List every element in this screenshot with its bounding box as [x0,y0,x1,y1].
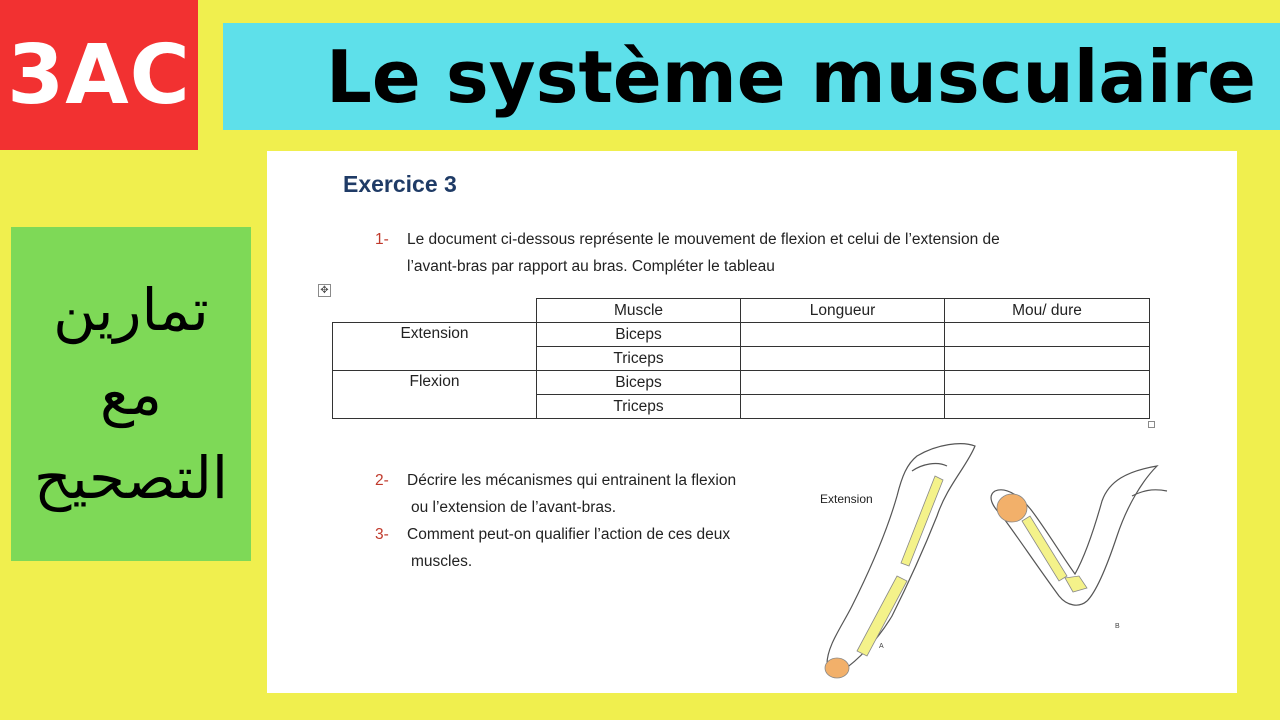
table-cell-empty[interactable] [945,323,1150,347]
arabic-line-3: التصحيح [34,444,228,512]
table-header-muscle: Muscle [537,299,741,323]
arabic-label-box [11,227,251,561]
muscle-table [332,298,1150,419]
exercise-document [267,151,1237,693]
table-header-row [333,299,1150,323]
table-cell-empty[interactable] [741,323,945,347]
panel-a-label: A [879,643,884,650]
table-cell-empty[interactable] [945,371,1150,395]
muscle-flexed [997,494,1027,522]
table-cell-muscle: Triceps [537,347,741,371]
table-row [333,323,1150,347]
table-resize-handle[interactable] [1148,421,1155,428]
table-header-blank [333,299,537,323]
question-3-line-2: muscles. [411,553,473,570]
arm-extended-drawing [827,444,975,674]
question-1-number: 1- [375,231,389,248]
table-cell-empty[interactable] [741,371,945,395]
grade-badge: 3AC [0,0,198,150]
table-header-longueur: Longueur [741,299,945,323]
arabic-line-1: تمارين [53,276,209,344]
arabic-line-2: مع [100,360,162,428]
question-3 [375,521,730,575]
arm-illustration [797,436,1177,686]
question-2-line-2: ou l’extension de l’avant-bras. [411,499,617,516]
panel-b-label: B [1115,623,1120,630]
forearm-bone-flexed [1065,576,1087,592]
row-label-flexion: Flexion [333,371,537,419]
page-title: Le système musculaire [326,34,1256,119]
table-cell-empty[interactable] [741,347,945,371]
table-cell-muscle: Triceps [537,395,741,419]
title-banner [223,23,1280,130]
table-cell-empty[interactable] [945,395,1150,419]
question-2-number: 2- [375,472,389,489]
exercise-title: Exercice 3 [343,171,457,197]
table-row [333,371,1150,395]
table-cell-empty[interactable] [741,395,945,419]
question-3-line-1: Comment peut-on qualifier l’action de ces deux [407,526,731,543]
question-2 [375,467,736,521]
table-cell-empty[interactable] [945,347,1150,371]
muscle-extended [825,658,849,678]
question-1-line-2: l’avant-bras par rapport au bras. Compléter le tableau [407,258,775,275]
question-2-line-1: Décrire les mécanismes qui entrainent la flexion [407,472,737,489]
table-cell-muscle: Biceps [537,371,741,395]
humerus-bone-flexed [1022,516,1067,581]
row-label-extension: Extension [333,323,537,371]
table-move-handle-icon[interactable]: ✥ [318,284,331,297]
question-1 [375,226,1000,280]
table-cell-muscle: Biceps [537,323,741,347]
table-header-mou-dure: Mou/ dure [945,299,1150,323]
figure-label-extension: Extension [820,492,873,506]
question-1-line-1: Le document ci-dessous représente le mouvement de flexion et celui de l’extension de [407,231,1000,248]
question-3-number: 3- [375,526,389,543]
